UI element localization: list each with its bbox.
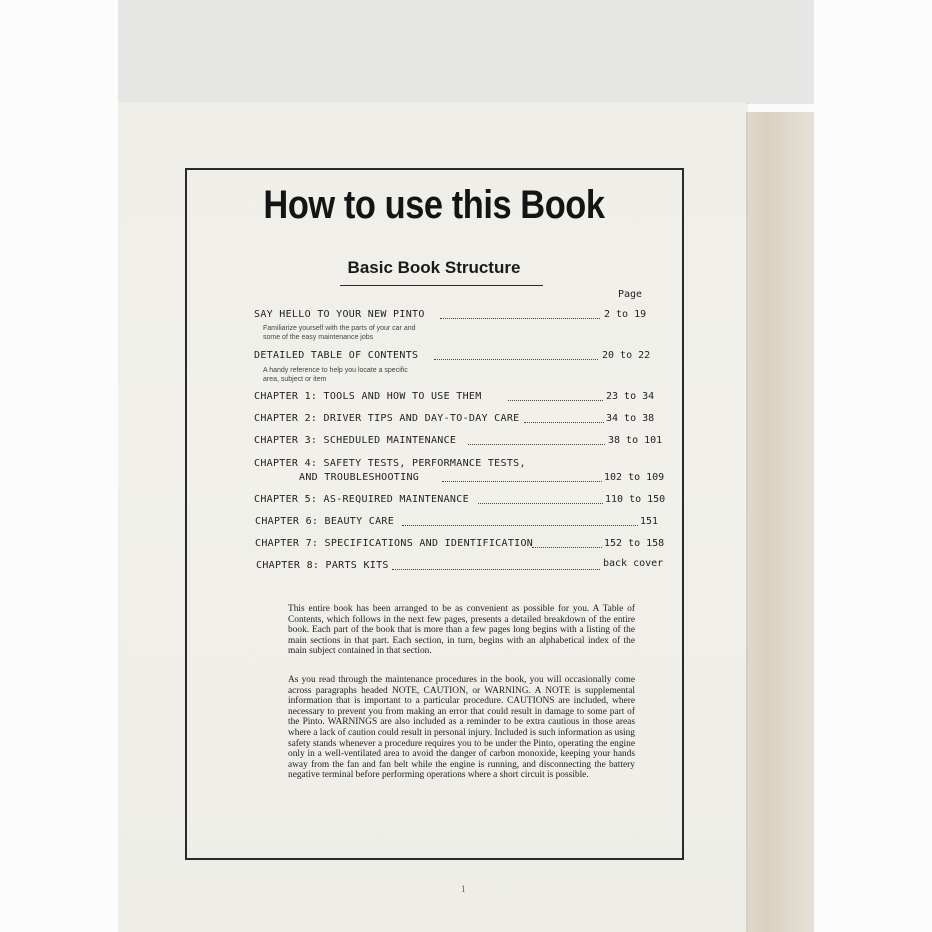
section-subtitle: Basic Book Structure	[347, 258, 521, 277]
toc-leader	[524, 422, 604, 423]
toc-entry-label: CHAPTER 4: SAFETY TESTS, PERFORMANCE TESTS,	[254, 458, 526, 469]
toc-entry-pages: back cover	[603, 558, 664, 569]
toc-entry-label: CHAPTER 7: SPECIFICATIONS AND IDENTIFICATION	[255, 538, 534, 549]
page-title: How to use this Book	[263, 183, 605, 227]
toc-leader	[468, 444, 605, 445]
background-right	[814, 0, 932, 932]
notes-paragraph: As you read through the maintenance procedures in the book, you will occasionally come across paragraphs headed NOTE, CAUTION, or WARNING. A NOTE is supplemental information that is important to a particular procedure. CAUTIONS are included, where necessary to prevent you from making an error that could result in damage to some part of the Pinto. WARNINGS are also included as a reminder to be extra cautious in those areas where a lack of caution could result in personal injury. Included is such information as using safety stands whenever a procedure requires you to be under the Pinto, operating the engine only in a well-ventilated area to avoid the danger of carbon monoxide, keeping your hands away from the fan and fan belt while the engine is running, and disconnecting the battery negative terminal before performing operations where a short circuit is possible.	[288, 675, 635, 781]
toc-entry-note: Familiarize yourself with the parts of your car and some of the easy maintenance jobs	[263, 325, 416, 341]
toc-entry-pages: 151	[640, 516, 659, 527]
toc-entry-label: CHAPTER 1: TOOLS AND HOW TO USE THEM	[254, 391, 482, 402]
toc-entry-pages: 152 to 158	[604, 538, 665, 549]
toc-entry-note: A handy reference to help you locate a specific area, subject or item	[263, 367, 408, 383]
toc-leader	[440, 318, 600, 319]
background-left	[0, 0, 118, 932]
toc-entry-label: CHAPTER 3: SCHEDULED MAINTENANCE	[254, 435, 457, 446]
subtitle-underline	[340, 285, 543, 286]
page-column-header: Page	[618, 289, 643, 300]
toc-entry-label: CHAPTER 8: PARTS KITS	[256, 560, 389, 571]
toc-leader	[442, 481, 602, 482]
toc-leader	[392, 569, 600, 570]
intro-paragraph: This entire book has been arranged to be as convenient as possible for you. A Table of Contents, which follows in the next few pages, presents a detailed breakdown of the entire book. Each part of the book that is more than a few pages long begins with a listing of the main sections in that part. Each section, in turn, begins with an alphabetical index of the main subject contained in that section.	[288, 604, 635, 657]
toc-leader	[508, 400, 603, 401]
toc-entry-label: CHAPTER 6: BEAUTY CARE	[255, 516, 395, 527]
toc-entry-pages: 102 to 109	[604, 472, 665, 483]
page-number: 1	[461, 884, 466, 894]
toc-entry-pages: 34 to 38	[606, 413, 655, 424]
toc-entry-label: DETAILED TABLE OF CONTENTS	[254, 350, 419, 361]
page-stack-edge	[744, 112, 814, 932]
background-top	[118, 0, 814, 104]
toc-entry-pages: 38 to 101	[608, 435, 663, 446]
toc-entry-pages: 2 to 19	[604, 309, 647, 320]
toc-leader	[532, 547, 602, 548]
toc-entry-label: SAY HELLO TO YOUR NEW PINTO	[254, 309, 425, 320]
toc-entry-label-continued: AND TROUBLESHOOTING	[299, 472, 420, 483]
toc-entry-pages: 20 to 22	[602, 350, 651, 361]
toc-leader	[478, 503, 603, 504]
toc-leader	[434, 359, 598, 360]
toc-leader	[402, 525, 638, 526]
toc-entry-pages: 110 to 150	[605, 494, 666, 505]
toc-entry-pages: 23 to 34	[606, 391, 655, 402]
toc-entry-label: CHAPTER 2: DRIVER TIPS AND DAY-TO-DAY CARE	[254, 413, 520, 424]
toc-entry-label: CHAPTER 5: AS-REQUIRED MAINTENANCE	[254, 494, 469, 505]
